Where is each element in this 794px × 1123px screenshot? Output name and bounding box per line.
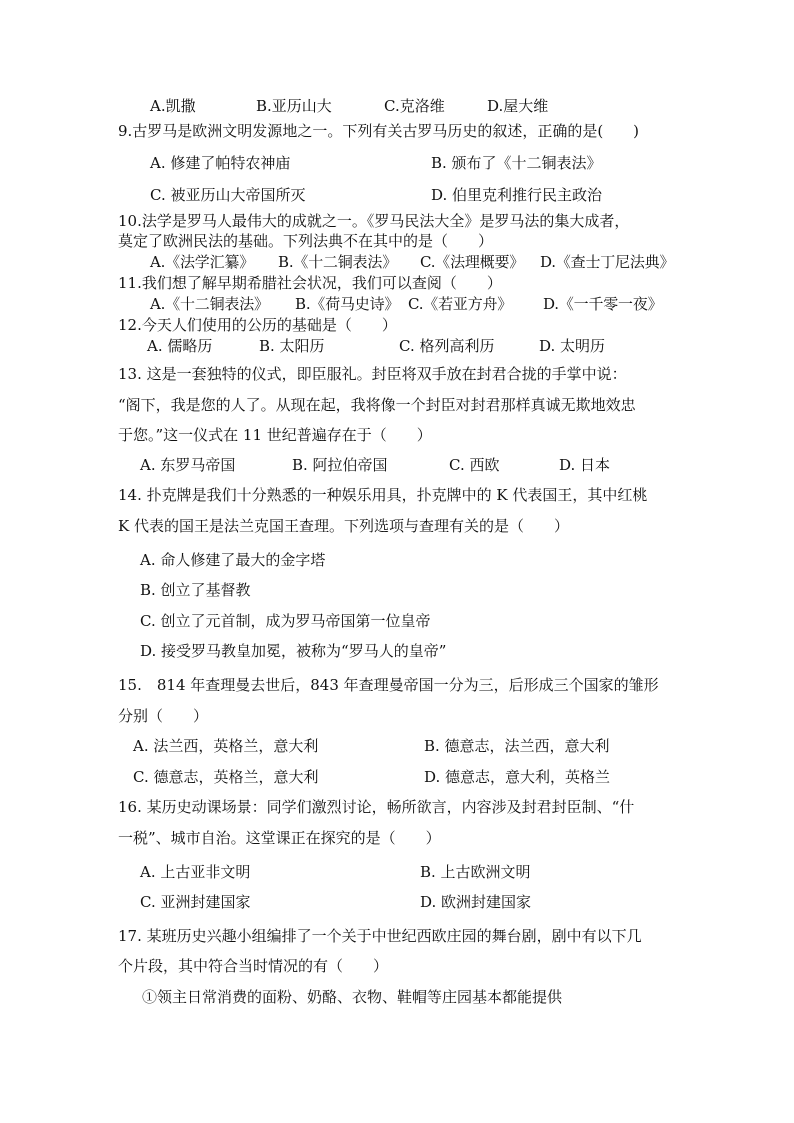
q11-stem: 11.我们想了解早期希腊社会状况，我们可以查阅（ ） xyxy=(118,274,502,292)
q9-option-b: B. 颁布了《十二铜表法》 xyxy=(431,154,602,172)
q17-item-1: ①领主日常消费的面粉、奶酪、衣物、鞋帽等庄园基本都能提供 xyxy=(142,988,563,1006)
q8-option-c: C.克洛维 xyxy=(384,97,445,115)
q11-option-a: A.《十二铜表法》 xyxy=(150,295,269,313)
q14-stem-line1: 14. 扑克牌是我们十分熟悉的一种娱乐用具，扑克牌中的 K 代表国王，其中红桃 xyxy=(118,486,648,504)
q12-option-c: C. 格列高利历 xyxy=(399,337,495,355)
q12-option-d: D. 太明历 xyxy=(539,337,606,355)
q14-option-c: C. 创立了元首制，成为罗马帝国第一位皇帝 xyxy=(140,612,431,630)
q9-option-a: A. 修建了帕特农神庙 xyxy=(150,154,291,172)
q16-option-a: A. 上古亚非文明 xyxy=(140,863,251,881)
q11-option-b: B.《荷马史诗》 xyxy=(295,295,400,313)
q10-stem-line2: 莫定了欧洲民法的基础。下列法典不在其中的是（ ） xyxy=(118,232,494,250)
q10-option-c: C.《法理概要》 xyxy=(420,253,525,271)
q8-option-a: A.凯撒 xyxy=(150,97,196,115)
q8-option-b: B.亚历山大 xyxy=(256,97,332,115)
q12-stem: 12.今天人们使用的公历的基础是（ ） xyxy=(118,316,397,334)
q15-option-a: A. 法兰西，英格兰，意大利 xyxy=(133,737,319,755)
q13-option-b: B. 阿拉伯帝国 xyxy=(292,456,388,474)
q9-stem: 9.古罗马是欧洲文明发源地之一。下列有关古罗马历史的叙述，正确的是( ) xyxy=(118,122,640,140)
q11-option-d: D.《一千零一夜》 xyxy=(543,295,663,313)
q13-stem-line2: “阁下，我是您的人了。从现在起，我将像一个封臣对封君那样真诚无欺地效忠 xyxy=(118,396,636,414)
q13-option-d: D. 日本 xyxy=(559,456,611,474)
q15-option-d: D. 德意志，意大利，英格兰 xyxy=(424,768,611,786)
q13-stem-line1: 13. 这是一套独特的仪式，即臣服礼。封臣将双手放在封君合拢的手掌中说： xyxy=(118,365,627,383)
q13-option-a: A. 东罗马帝国 xyxy=(140,456,236,474)
q10-stem-line1: 10.法学是罗马人最伟大的成就之一。《罗马民法大全》是罗马法的集大成者， xyxy=(118,212,630,230)
q11-option-c: C.《若亚方舟》 xyxy=(408,295,513,313)
q16-stem-line1: 16. 某历史动课场景：同学们激烈讨论，畅所欲言，内容涉及封君封臣制、“什 xyxy=(118,798,635,816)
q16-option-c: C. 亚洲封建国家 xyxy=(140,893,251,911)
q10-option-a: A.《法学汇纂》 xyxy=(150,253,255,271)
q9-option-d: D. 伯里克利推行民主政治 xyxy=(431,186,603,204)
q12-option-a: A. 儒略历 xyxy=(147,337,213,355)
q14-stem-line2: K 代表的国王是法兰克国王查理。下列选项与查理有关的是（ ） xyxy=(118,517,569,535)
q17-stem-line2: 个片段，其中符合当时情况的有（ ） xyxy=(118,957,389,975)
q15-stem-line1: 15. 814 年查理曼去世后，843 年查理曼帝国一分为三，后形成三个国家的雏形 xyxy=(118,676,659,694)
q16-stem-line2: 一税”、城市自治。这堂课正在探究的是（ ） xyxy=(118,829,441,847)
q15-stem-line2: 分别（ ） xyxy=(118,707,209,725)
q10-option-d: D.《查士丁尼法典》 xyxy=(540,253,675,271)
q10-option-b: B.《十二铜表法》 xyxy=(278,253,397,271)
q14-option-b: B. 创立了基督教 xyxy=(140,581,251,599)
q14-option-a: A. 命人修建了最大的金字塔 xyxy=(140,551,326,569)
q12-option-b: B. 太阳历 xyxy=(259,337,325,355)
q17-stem-line1: 17. 某班历史兴趣小组编排了一个关于中世纪西欧庄园的舞台剧，剧中有以下几 xyxy=(118,927,642,945)
q13-option-c: C. 西欧 xyxy=(449,456,500,474)
q15-option-b: B. 德意志，法兰西，意大利 xyxy=(424,737,610,755)
q16-option-d: D. 欧洲封建国家 xyxy=(420,893,532,911)
q16-option-b: B. 上古欧洲文明 xyxy=(420,863,531,881)
q15-option-c: C. 德意志，英格兰，意大利 xyxy=(133,768,319,786)
q14-option-d: D. 接受罗马教皇加冕，被称为“罗马人的皇帝” xyxy=(140,642,447,660)
q13-stem-line3: 于您。”这一仪式在 11 世纪普遍存在于（ ） xyxy=(118,426,432,444)
q9-option-c: C. 被亚历山大帝国所灭 xyxy=(150,186,306,204)
q8-option-d: D.屋大维 xyxy=(487,97,549,115)
